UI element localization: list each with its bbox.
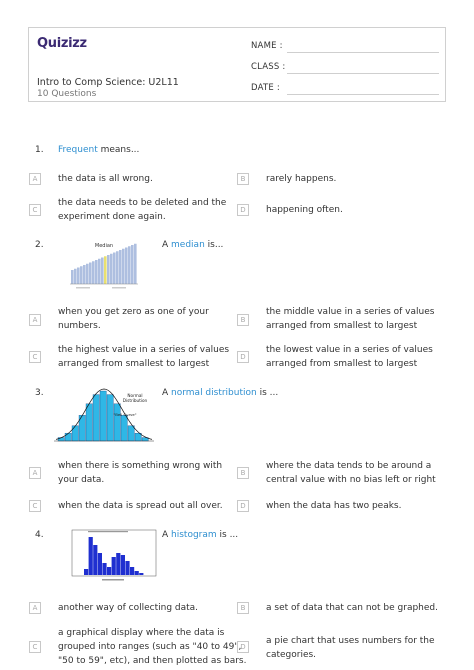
date-label: DATE : bbox=[251, 83, 280, 93]
date-line[interactable] bbox=[287, 94, 439, 95]
median-highlight-bar bbox=[104, 256, 107, 284]
question-suffix: means... bbox=[97, 145, 140, 155]
option-c-box[interactable]: C bbox=[29, 204, 41, 216]
quiz-title: Intro to Comp Science: U2L11 bbox=[37, 77, 179, 88]
name-label: NAME : bbox=[251, 41, 283, 51]
normal-bar bbox=[72, 426, 78, 441]
option-b-text: a set of data that can not be graphed. bbox=[266, 603, 438, 613]
option-b-text: where the data tends to be around a central value with no bias left or right bbox=[266, 461, 436, 485]
median-axis-label bbox=[76, 287, 90, 289]
option-b-text: the middle value in a series of values arranged from smallest to largest bbox=[266, 307, 435, 331]
question-number: 3. bbox=[35, 388, 44, 398]
median-bar bbox=[71, 270, 74, 284]
median-bar bbox=[83, 265, 86, 284]
median-bar bbox=[122, 249, 125, 284]
key-term: median bbox=[171, 240, 205, 250]
question-number: 4. bbox=[35, 530, 44, 540]
worksheet-header bbox=[28, 27, 446, 102]
key-term: Frequent bbox=[58, 145, 98, 155]
median-bar bbox=[131, 245, 134, 284]
median-bar bbox=[89, 263, 92, 285]
normal-bar bbox=[121, 415, 127, 441]
median-bar bbox=[128, 246, 131, 284]
normal-bar bbox=[114, 404, 120, 441]
normal-distribution-image bbox=[52, 383, 156, 447]
median-bar bbox=[101, 258, 104, 285]
option-c-box[interactable]: C bbox=[29, 500, 41, 512]
question-number: 2. bbox=[35, 240, 44, 250]
option-d-box[interactable]: D bbox=[237, 204, 249, 216]
option-d-box[interactable]: D bbox=[237, 351, 249, 363]
option-b-text: rarely happens. bbox=[266, 174, 337, 184]
normal-bar bbox=[65, 433, 71, 441]
histogram-bar bbox=[135, 571, 139, 575]
quizizz-logo: Quizizz bbox=[37, 36, 87, 51]
option-a-box[interactable]: A bbox=[29, 467, 41, 479]
option-a-text: the data is all wrong. bbox=[58, 174, 153, 184]
option-b-box[interactable]: B bbox=[237, 467, 249, 479]
question-prefix: A bbox=[162, 530, 172, 540]
median-bar bbox=[110, 254, 113, 284]
option-a-box[interactable]: A bbox=[29, 602, 41, 614]
question-suffix: is ... bbox=[216, 530, 239, 540]
normal-bar bbox=[100, 391, 106, 441]
median-image-title: Median bbox=[94, 243, 114, 249]
question-count: 10 Questions bbox=[37, 89, 97, 99]
histogram-bar bbox=[116, 553, 120, 575]
normal-label: Normal bbox=[127, 393, 143, 398]
question-prefix: A bbox=[162, 240, 172, 250]
histogram-image bbox=[68, 528, 158, 584]
histogram-bar bbox=[125, 561, 129, 575]
question-text bbox=[58, 145, 139, 155]
option-a-text: another way of collecting data. bbox=[58, 603, 199, 613]
median-bar bbox=[77, 268, 80, 285]
option-b-box[interactable]: B bbox=[237, 602, 249, 614]
median-bar bbox=[92, 261, 95, 284]
option-c-text: a graphical display where the data is grouped into ranges (such as "40 to 49", "50 to 59", etc), and then plotted as bars. bbox=[58, 628, 247, 666]
option-d-box[interactable]: D bbox=[237, 641, 249, 653]
histogram-bar bbox=[89, 537, 93, 575]
histogram-bar bbox=[98, 553, 102, 575]
option-d-text: the lowest value in a series of values arranged from smallest to largest bbox=[266, 345, 433, 369]
median-bar bbox=[98, 259, 101, 284]
class-line[interactable] bbox=[287, 73, 439, 74]
median-bar bbox=[119, 250, 122, 284]
key-term: histogram bbox=[171, 530, 217, 540]
option-a-box[interactable]: A bbox=[29, 173, 41, 185]
option-b-box[interactable]: B bbox=[237, 173, 249, 185]
option-b-box[interactable]: B bbox=[237, 314, 249, 326]
option-c-text: when the data is spread out all over. bbox=[58, 501, 223, 511]
normal-bar bbox=[86, 404, 92, 441]
option-a-text: when you get zero as one of your numbers. bbox=[58, 307, 209, 331]
normal-bar bbox=[93, 395, 99, 441]
median-axis-label bbox=[112, 287, 126, 289]
option-a-text: when there is something wrong with your data. bbox=[58, 461, 223, 485]
question-text bbox=[162, 388, 278, 398]
median-bar bbox=[134, 244, 137, 284]
histogram-bar bbox=[84, 569, 88, 575]
bell-curve-label: "Bell Curve" bbox=[113, 412, 137, 417]
histogram-bar bbox=[121, 555, 125, 575]
option-c-text: the highest value in a series of values arranged from smallest to largest bbox=[58, 345, 230, 369]
median-bar bbox=[116, 251, 119, 284]
histogram-bar bbox=[107, 567, 111, 575]
option-c-box[interactable]: C bbox=[29, 351, 41, 363]
median-bar bbox=[95, 260, 98, 284]
question-suffix: is ... bbox=[256, 388, 279, 398]
option-c-box[interactable]: C bbox=[29, 641, 41, 653]
option-d-box[interactable]: D bbox=[237, 500, 249, 512]
name-line[interactable] bbox=[287, 52, 439, 53]
option-d-text: happening often. bbox=[266, 205, 343, 215]
median-bar bbox=[125, 248, 128, 285]
key-term: normal distribution bbox=[171, 388, 257, 398]
question-prefix: A bbox=[162, 388, 172, 398]
question-number: 1. bbox=[35, 145, 44, 155]
histogram-bar bbox=[139, 573, 143, 575]
normal-bar bbox=[128, 426, 134, 441]
median-bar bbox=[80, 266, 83, 284]
histogram-bar bbox=[112, 557, 116, 575]
class-label: CLASS : bbox=[251, 62, 286, 72]
histogram-bar bbox=[93, 545, 97, 575]
question-suffix: is... bbox=[204, 240, 224, 250]
question-text bbox=[162, 240, 223, 250]
median-bar bbox=[86, 264, 89, 284]
median-bar bbox=[107, 255, 110, 284]
histogram-bar bbox=[102, 563, 106, 575]
normal-bar bbox=[107, 395, 113, 441]
median-bar bbox=[113, 253, 116, 285]
option-d-text: a pie chart that uses numbers for the categories. bbox=[266, 636, 435, 660]
option-c-text: the data needs to be deleted and the experiment done again. bbox=[58, 198, 227, 222]
histogram-axis-label bbox=[102, 579, 124, 581]
distribution-label: Distribution bbox=[122, 398, 148, 403]
histogram-bar bbox=[130, 567, 134, 575]
histogram-title bbox=[88, 531, 128, 532]
median-bar-image bbox=[68, 238, 140, 294]
median-bar bbox=[74, 269, 77, 284]
option-d-text: when the data has two peaks. bbox=[266, 501, 402, 511]
option-a-box[interactable]: A bbox=[29, 314, 41, 326]
question-text bbox=[162, 530, 238, 540]
